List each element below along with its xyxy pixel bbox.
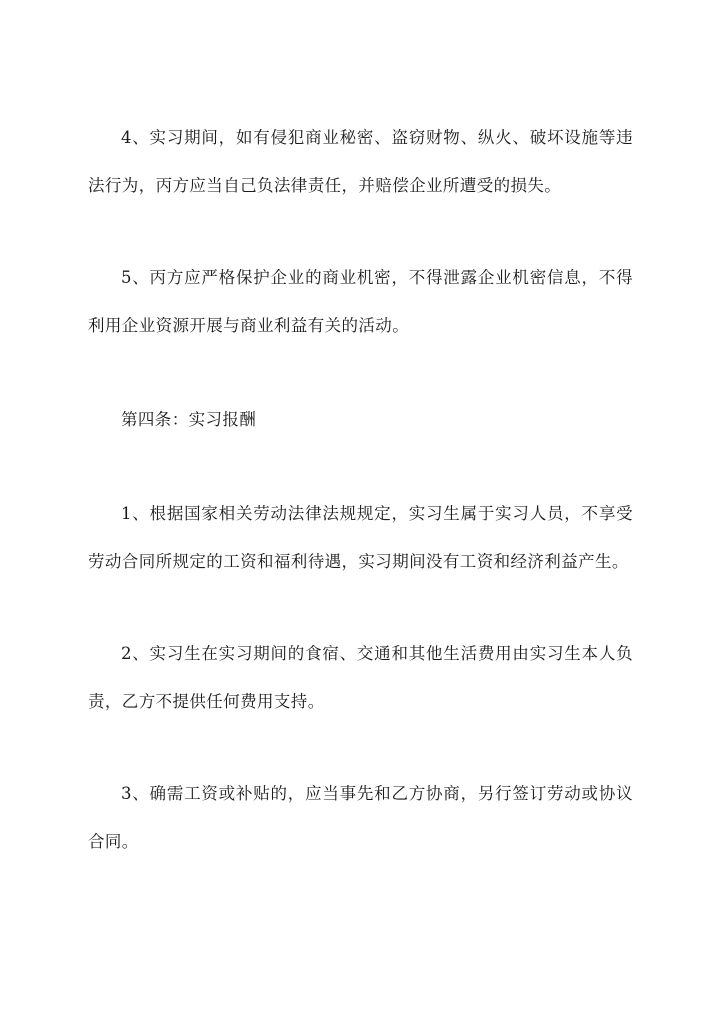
- paragraph-remuneration-3: 3、确需工资或补贴的，应当事先和乙方协商，另行签订劳动或协议合同。: [88, 784, 633, 851]
- paragraph-clause-5: 5、丙方应严格保护企业的商业机密，不得泄露企业机密信息，不得利用企业资源开展与商业利益有关的活动。: [88, 268, 633, 335]
- paragraph-clause-4: 4、实习期间，如有侵犯商业秘密、盗窃财物、纵火、破坏设施等违法行为，丙方应当自己负法律责任，并赔偿企业所遭受的损失。: [88, 128, 633, 195]
- paragraph-remuneration-1: 1、根据国家相关劳动法律法规规定，实习生属于实习人员，不享受劳动合同所规定的工资和福利待遇，实习期间没有工资和经济利益产生。: [88, 504, 633, 571]
- section-heading-article-4: 第四条：实习报酬: [121, 410, 257, 429]
- paragraph-remuneration-2: 2、实习生在实习期间的食宿、交通和其他生活费用由实习生本人负责，乙方不提供任何费用支持。: [88, 644, 633, 711]
